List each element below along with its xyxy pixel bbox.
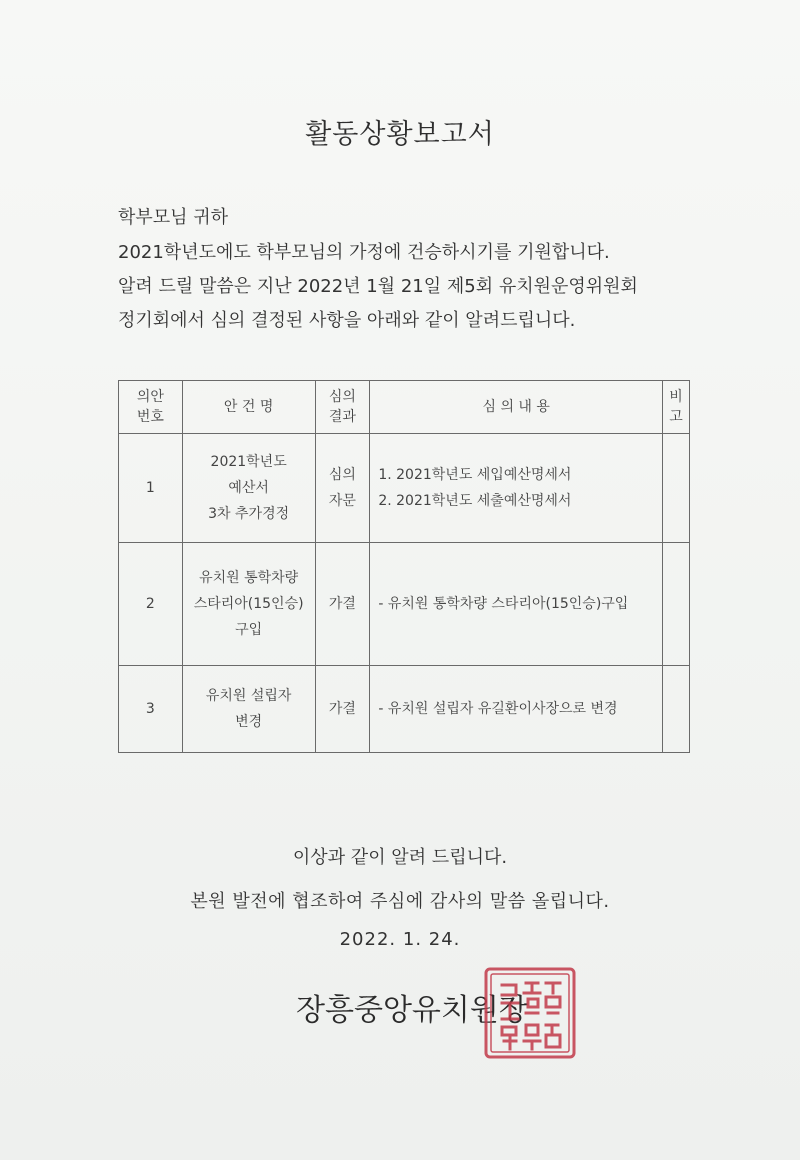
cell-note — [663, 434, 690, 543]
intro-paragraph — [118, 236, 758, 338]
header-agenda-no: 의안 번호 — [119, 381, 183, 434]
table-header-row — [119, 381, 690, 434]
document-title: 활동상황보고서 — [305, 119, 495, 150]
cell-note — [663, 666, 690, 753]
cell-agenda-title: 2021학년도 예산서 3차 추가경정 — [182, 434, 315, 543]
table-row — [119, 543, 690, 666]
cell-content: - 유치원 통학차량 스타리아(15인승)구입 — [370, 543, 663, 666]
cell-result: 가결 — [315, 543, 370, 666]
closing-line-1: 이상과 같이 알려 드립니다. — [292, 847, 508, 868]
table-row — [119, 434, 690, 543]
cell-agenda-no: 3 — [119, 666, 183, 753]
signatory: 장흥중앙유치원장 — [296, 993, 528, 1028]
agenda-table — [118, 380, 690, 753]
addressee: 학부모님 귀하 — [118, 207, 229, 228]
document-date: 2022. 1. 24. — [339, 929, 461, 950]
header-content: 심 의 내 용 — [370, 381, 663, 434]
intro-line: 알려 드릴 말씀은 지난 2022년 1월 21일 제5회 유치원운영위원회 — [118, 276, 638, 297]
closing-line-2: 본원 발전에 협조하여 주심에 감사의 말씀 올립니다. — [190, 891, 610, 912]
header-result: 심의 결과 — [315, 381, 370, 434]
official-seal-icon — [480, 963, 580, 1063]
cell-agenda-title: 유치원 설립자 변경 — [182, 666, 315, 753]
cell-content: 1. 2021학년도 세입예산명세서 2. 2021학년도 세출예산명세서 — [370, 434, 663, 543]
intro-line: 정기회에서 심의 결정된 사항을 아래와 같이 알려드립니다. — [118, 310, 576, 331]
cell-agenda-no: 2 — [119, 543, 183, 666]
table-row — [119, 666, 690, 753]
cell-agenda-no: 1 — [119, 434, 183, 543]
cell-result: 가결 — [315, 666, 370, 753]
header-agenda-title: 안 건 명 — [182, 381, 315, 434]
header-note: 비 고 — [663, 381, 690, 434]
cell-agenda-title: 유치원 통학차량 스타리아(15인승) 구입 — [182, 543, 315, 666]
cell-result: 심의 자문 — [315, 434, 370, 543]
closing-section — [0, 843, 800, 950]
cell-note — [663, 543, 690, 666]
cell-content: - 유치원 설립자 유길환이사장으로 변경 — [370, 666, 663, 753]
intro-line: 2021학년도에도 학부모님의 가정에 건승하시기를 기원합니다. — [118, 242, 610, 263]
